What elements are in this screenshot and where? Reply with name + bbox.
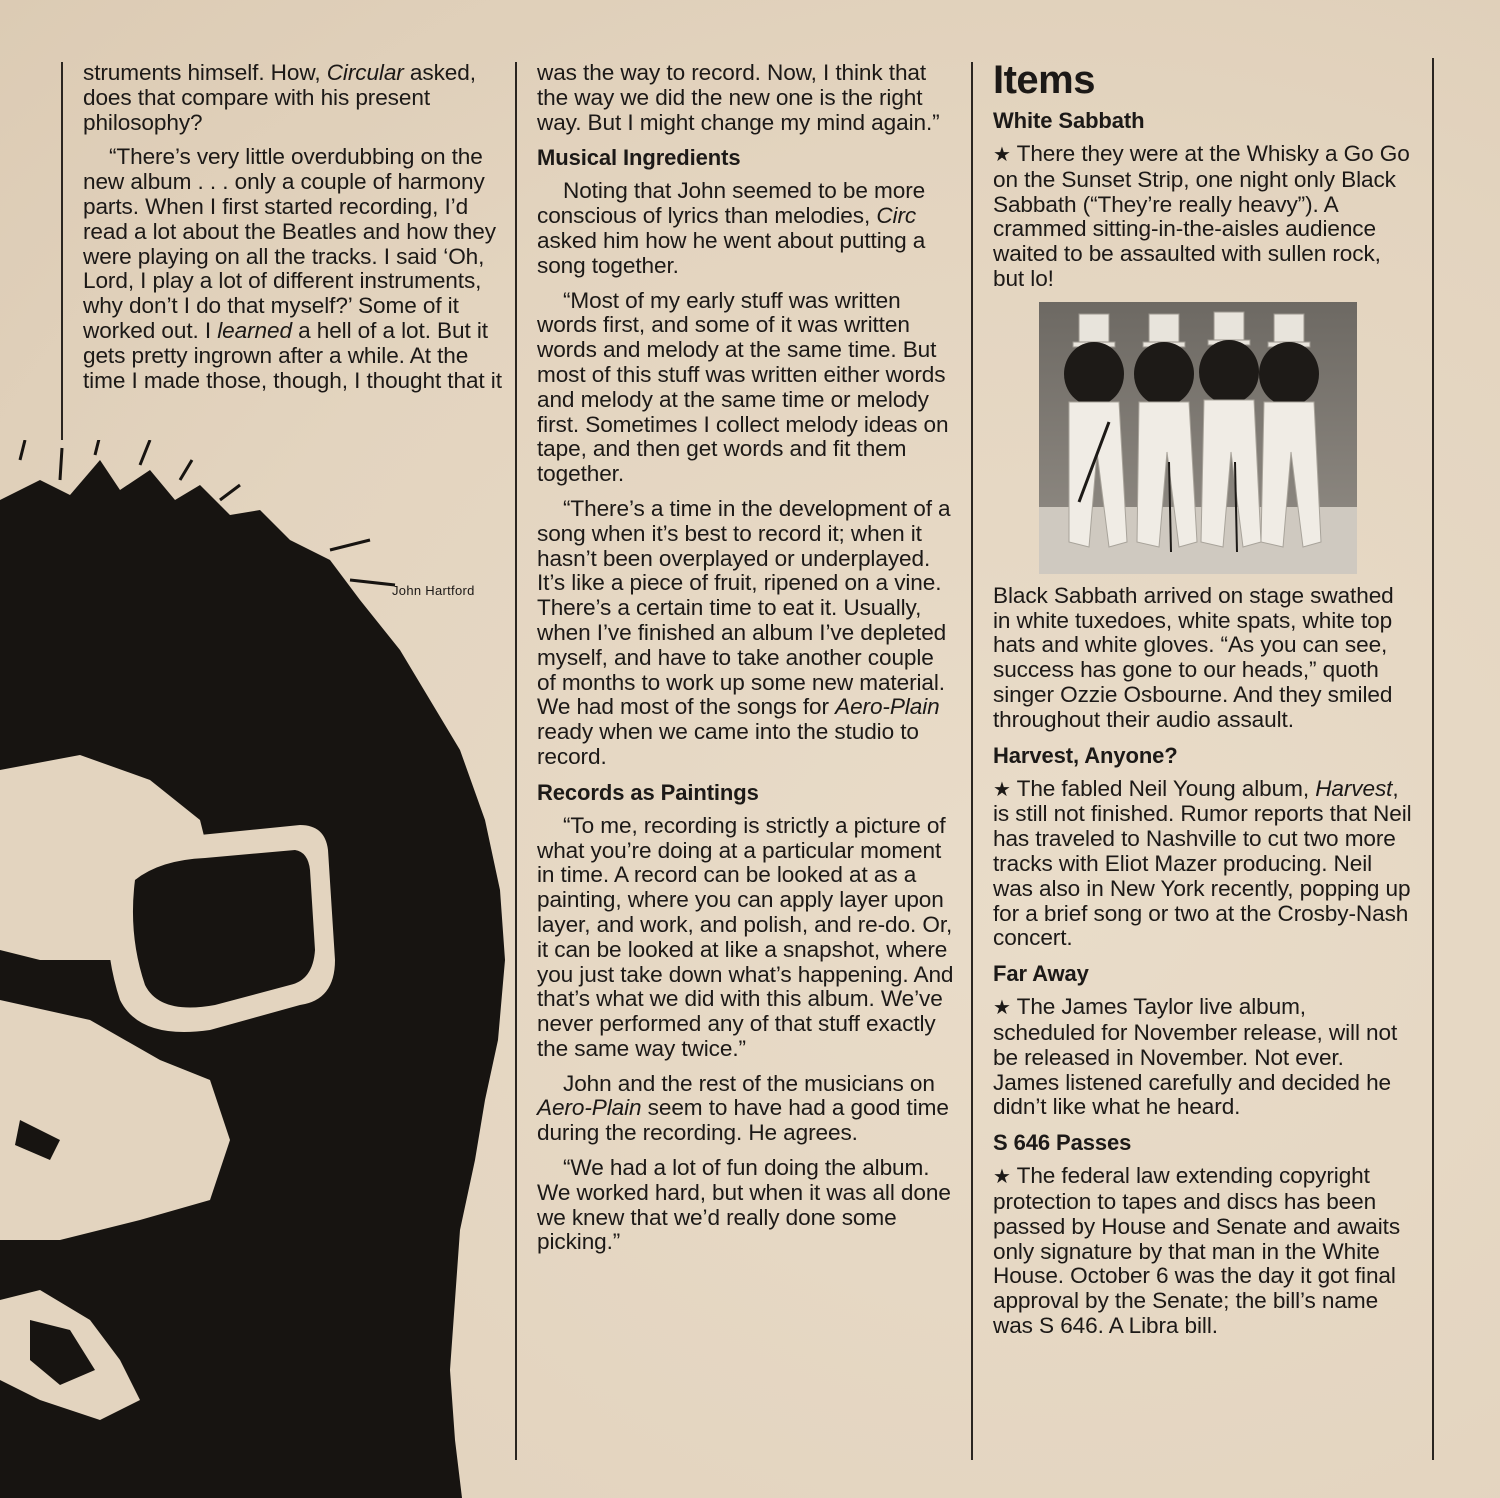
paragraph: “To me, recording is strictly a picture of what you’re doing at a particular moment in time. A record can be looked at as a painting, where you can apply layer upon layer, and work, and polish, and re-do. Or, it can be looked at like a snapshot, where you just take down what’s happening. And that’s what we did with this album. We’ve never performed any of that stuff exactly the same way twice.” [537, 812, 954, 1061]
paragraph: Noting that John seemed to be more conscious of lyrics than melodies, Circ asked him how he went about putting a song together. [537, 178, 926, 278]
star-icon: ★ [993, 1166, 1011, 1189]
paragraph: ★ The federal law extending copyright protection to tapes and discs has been passed by House and Senate and awaits only signature by that man in the White House. October 6 was the day it got final approval by the Senate; the bill’s name was S 646. A Libra bill. [993, 1163, 1401, 1338]
column-1 [83, 61, 503, 403]
paragraph: “There’s a time in the development of a song when it’s best to record it; when it hasn’t been overplayed or underplayed. It’s like a piece of fruit, ripened on a vine. There’s a certain time to eat it. Usually, when I’ve finished an album I’ve depleted myself, and have to take another couple of months to work up some new material. We had most of the songs for Aero-Plain ready when we came into the studio to record. [537, 495, 951, 769]
subheading: Musical Ingredients [537, 145, 741, 171]
column-rule [515, 62, 517, 1460]
section-title: Items [993, 58, 1095, 102]
portrait-illustration [0, 440, 520, 1498]
column-3 [993, 58, 1413, 1349]
subheading: S 646 Passes [993, 1130, 1132, 1156]
paragraph: struments himself. How, Circular asked, does that compare with his present philosophy? [83, 60, 476, 135]
star-icon: ★ [993, 997, 1011, 1020]
band-photo [1039, 302, 1357, 574]
paragraph: “Most of my early stuff was written words first, and some of it was written words and melody at the same time. But most of this stuff was written either words and melody at the same time or melody first. Sometimes I collect melody ideas on tape, and then get words and fit them together. [537, 287, 949, 487]
column-rule [1432, 58, 1434, 1460]
paragraph: “There’s very little overdubbing on the new album . . . only a couple of harmony parts. When I first started recording, I’d read a lot about the Beatles and how they were playing on all the tracks. I said ‘Oh, Lord, I play a lot of different instruments, why don’t I do that myself?’ Some of it worked out. I learned a hell of a lot. But it gets pretty ingrown after a while. At the time I made those, though, I thought that it [83, 144, 502, 393]
paragraph: ★ The James Taylor live album, scheduled for November release, will not be released in November. Not ever. James listened carefully and decided he didn’t like what he heard. [993, 994, 1398, 1120]
column-2 [537, 61, 957, 1265]
subheading: Records as Paintings [537, 779, 759, 805]
subheading: Far Away [993, 961, 1089, 987]
paragraph: ★ There they were at the Whisky a Go Go on the Sunset Strip, one night only Black Sabbath (“They’re really heavy”). A crammed sitting-in-the-aisles audience waited to be assaulted with sullen rock, but lo! [993, 141, 1410, 291]
star-icon: ★ [993, 778, 1011, 801]
paragraph: ★ The fabled Neil Young album, Harvest, is still not finished. Rumor reports that Neil has traveled to Nashville to cut two more tracks with Eliot Mazer producing. Neil was also in New York recently, popping up for a brief song or two at the Crosby-Nash concert. [993, 775, 1412, 951]
paragraph: John and the rest of the musicians on Aero-Plain seem to have had a good time during the recording. He agrees. [537, 1070, 949, 1146]
paragraph: Black Sabbath arrived on stage swathed in white tuxedoes, white spats, white top hats and white gloves. “As you can see, success has gone to our heads,” quoth singer Ozzie Osbourne. And they smiled throughout their audio assault. [993, 582, 1394, 732]
subheading: White Sabbath [993, 108, 1145, 133]
column-rule [61, 62, 63, 440]
subheading: Harvest, Anyone? [993, 742, 1178, 768]
paragraph: was the way to record. Now, I think that the way we did the new one is the right way. But I might change my mind again.” [537, 60, 940, 135]
band-figures [1039, 302, 1357, 574]
column-rule [971, 62, 973, 1460]
paragraph: “We had a lot of fun doing the album. We worked hard, but when it was all done we knew that we’d really done some picking.” [537, 1155, 951, 1255]
photo-caption: John Hartford [392, 583, 475, 598]
star-icon: ★ [993, 144, 1011, 166]
